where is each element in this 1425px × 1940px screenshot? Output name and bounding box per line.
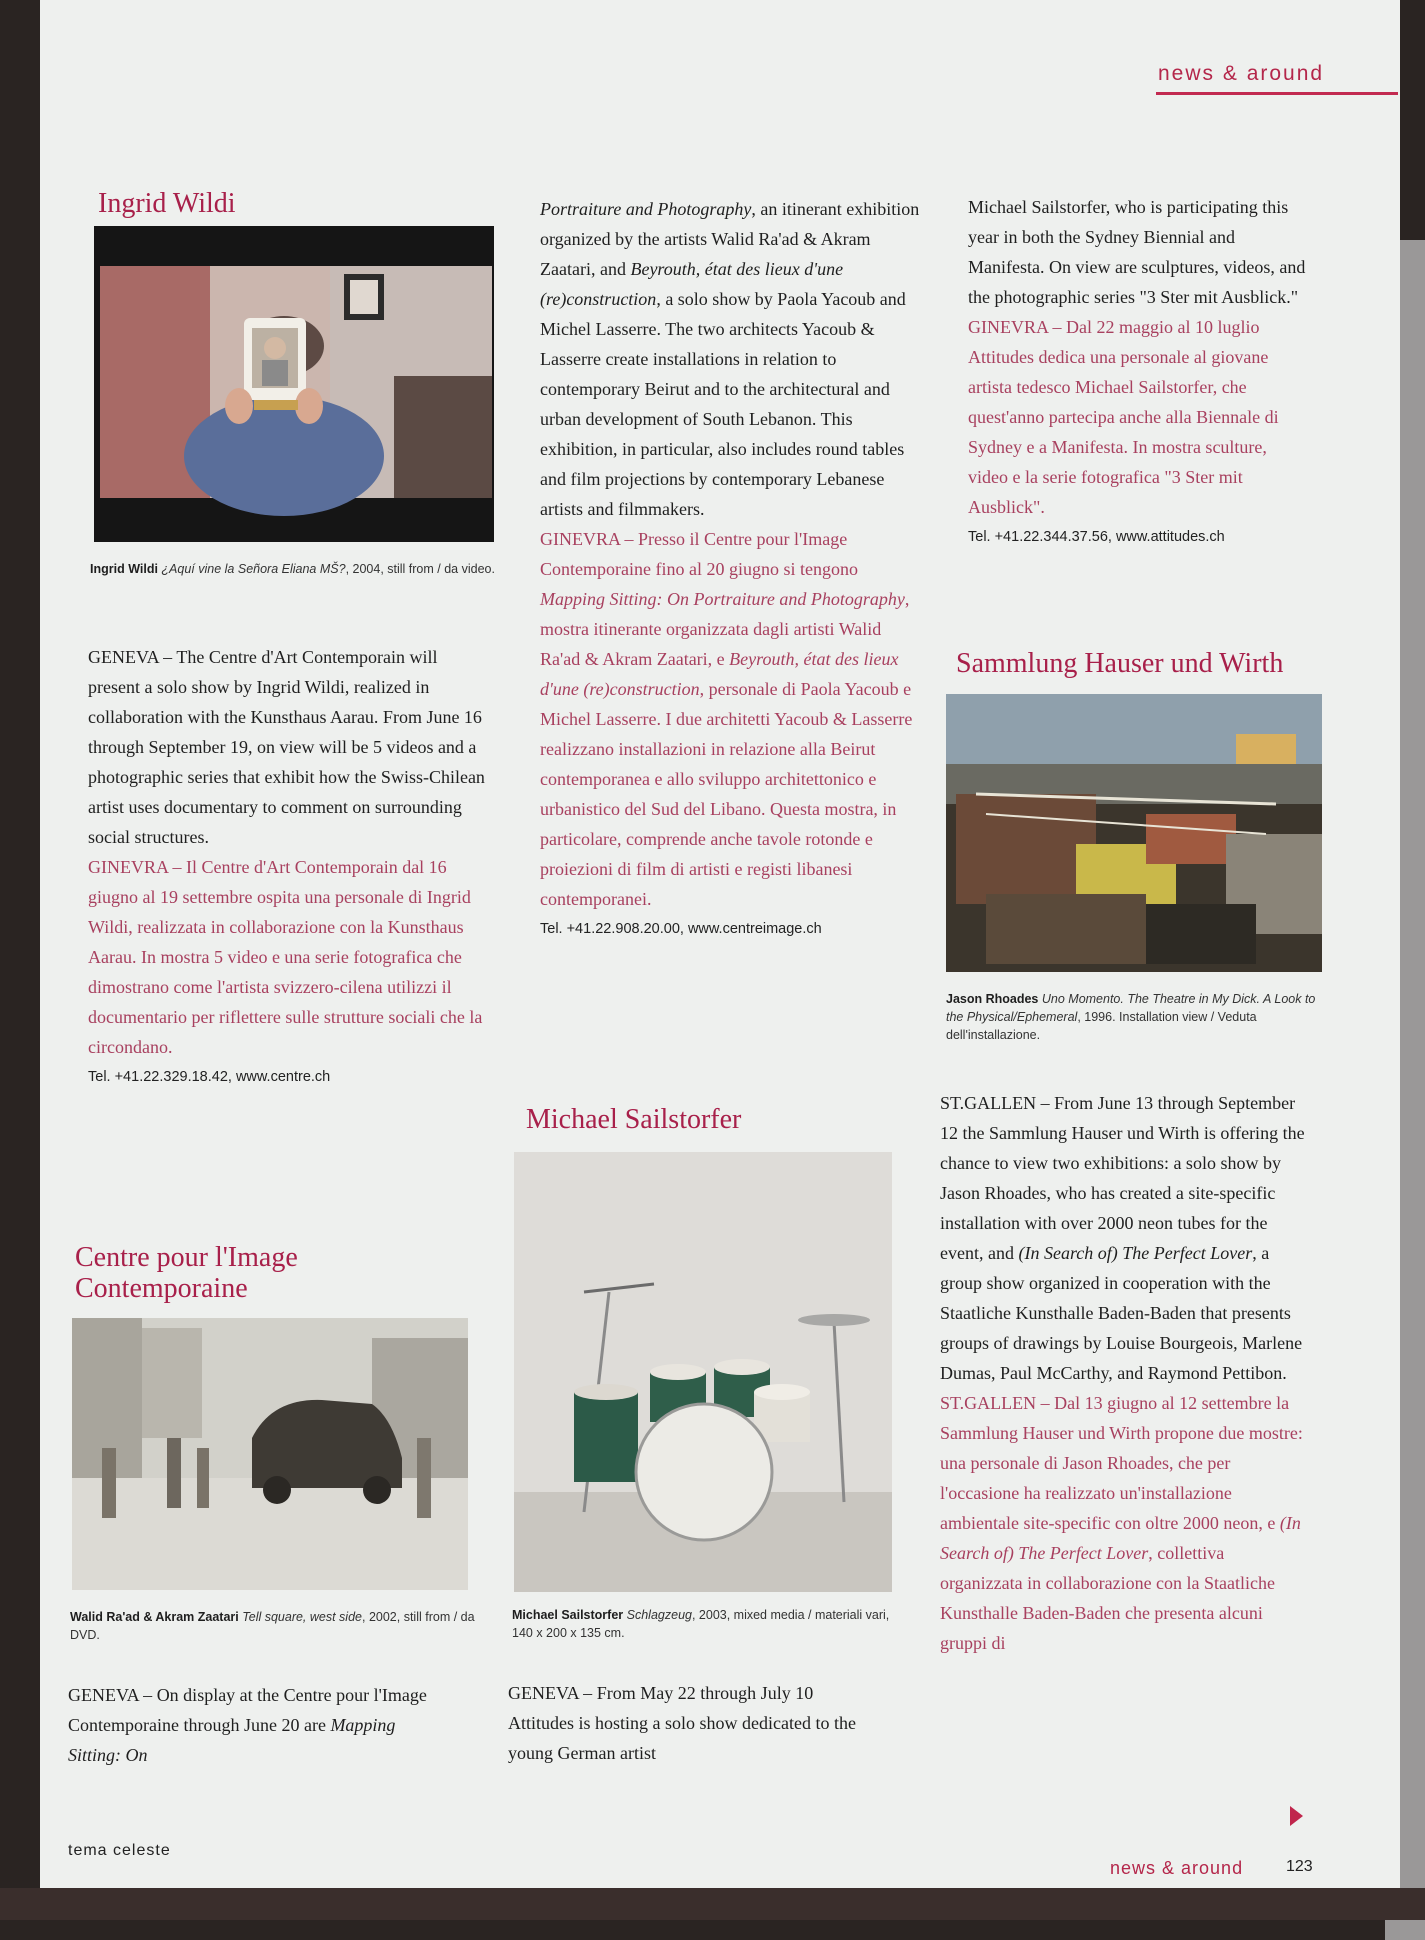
sailstorfer-english-cont: Michael Sailstorfer, who is participating this year in both the Sydney Biennial and Manifesta. On view are sculptures, videos, and the photographic series "3 Ster mit Ausblick." [968, 197, 1306, 307]
caption-info: , 2002, still from / da DVD. [70, 1610, 475, 1642]
hauser-italian [940, 1388, 1310, 1658]
hauser-en-text-a: From June 13 through September 12 the Sammlung Hauser und Wirth is offering the chance to view two exhibitions: a solo show by Jason Rhoades, who has created a site-specific installation with over 2000 neon tubes for the event, and [940, 1093, 1305, 1263]
centre-image-contact: Tel. +41.22.908.20.00, www.centreimage.ch [540, 921, 822, 937]
centre-en-title-end: Portraiture and Photography [540, 199, 752, 219]
centre-it-text-c: , personale di Paola Yacoub e Michel Lasserre. I due architetti Yacoub & Lasserre realizzano installazioni in relazione alla Beirut contemporanea e allo sviluppo architettonico e urbanistico del Sud del Libano. Questa mostra, in particolare, comprende anche tavole rotonde e proiezioni di film di artisti e registi libanesi contemporanei. [540, 679, 913, 909]
centre-en-text-b: , an itinerant exhibition organized by the artists Walid Ra'ad & Akram Zaatari, and [540, 199, 920, 279]
magazine-name: tema celeste [68, 1842, 171, 1859]
sailstorfer-en-text-a: From May 22 through July 10 Attitudes is hosting a solo show dedicated to the young German artist [508, 1683, 856, 1763]
article-sailstorfer-part2 [968, 192, 1308, 552]
footer-section-tag: news & around [1110, 1858, 1244, 1878]
wildi-en-text: The Centre d'Art Contemporain will present a solo show by Ingrid Wildi, realized in collaboration with the Kunsthaus Aarau. From June 16 through September 19, on view will be 5 videos and a photographic series that exhibit how the Swiss-Chilean artist uses documentary to comment on surrounding social structures. [88, 647, 485, 847]
centre-image-italian [540, 524, 920, 914]
photo-raad-zaatari-image [72, 1318, 468, 1590]
caption-info: , 1996. Installation view / Veduta dell'installazione. [946, 1010, 1257, 1042]
photo-sailstorfer-image [514, 1152, 892, 1592]
sailstorfer-it-text: Dal 22 maggio al 10 luglio Attitudes dedica una personale al giovane artista tedesco Michael Sailstorfer, che quest'anno partecipa anche alla Biennale di Sydney e a Manifesta. In mostra sculture, video e la serie fotografica "3 Ster mit Ausblick". [968, 317, 1279, 517]
photo-ingrid-wildi [94, 226, 494, 542]
hauser-it-text-b: , collettiva organizzata in collaborazione con la Staatliche Kunsthalle Baden-Baden che presenta alcuni gruppi di [940, 1543, 1276, 1653]
caption-raad-zaatari [70, 1608, 480, 1644]
article-ingrid-wildi [88, 642, 488, 1092]
centre-image-english-start [68, 1680, 438, 1770]
sailstorfer-it-location: GINEVRA – [968, 317, 1066, 337]
hauser-en-text-b: , a group show organized in cooperation with the Staatliche Kunsthalle Baden-Baden that presents groups of drawings by Louise Bourgeois, Marlene Dumas, Paul McCarthy, and Raymond Pettibon. [940, 1243, 1303, 1383]
caption-artist: Michael Sailstorfer [512, 1608, 624, 1622]
caption-ingrid-wildi [90, 560, 500, 578]
centre-image-english-cont [540, 194, 920, 524]
wildi-it-location: GINEVRA – [88, 857, 186, 877]
centre-en-title-start: Mapping Sitting: On [68, 1715, 396, 1765]
sailstorfer-contact: Tel. +41.22.344.37.56, www.attitudes.ch [968, 529, 1225, 545]
centre-it-title2: Beyrouth, état des lieux d'une (re)construction [540, 649, 899, 699]
centre-it-text-a: Presso il Centre pour l'Image Contemporaine fino al 20 giugno si tengono [540, 529, 858, 579]
hauser-it-title: (In Search of) The Perfect Lover [940, 1513, 1301, 1563]
caption-artist: Walid Ra'ad & Akram Zaatari [70, 1610, 239, 1624]
bottom-edge [0, 1888, 1425, 1920]
heading-michael-sailstorfer: Michael Sailstorfer [526, 1104, 742, 1135]
article-centre-image-part2 [540, 194, 920, 944]
continue-arrow-icon [1290, 1806, 1303, 1826]
centre-en-title2: Beyrouth, état des lieux d'une (re)construction [540, 259, 844, 309]
heading-sammlung-hauser: Sammlung Hauser und Wirth [956, 648, 1284, 679]
centre-it-text-b: , mostra itinerante organizzata dagli artisti Walid Ra'ad & Akram Zaatari, e [540, 589, 910, 669]
hauser-en-location: ST.GALLEN – [940, 1093, 1055, 1113]
heading-centre-image [75, 1242, 298, 1304]
centre-en-location: GENEVA – [68, 1685, 157, 1705]
caption-title: ¿Aquí vine la Señora Eliana MŠ? [161, 562, 346, 576]
centre-it-location: GINEVRA – [540, 529, 638, 549]
wildi-it-text: Il Centre d'Art Contemporain dal 16 giugno al 19 settembre ospita una personale di Ingrid Wildi, realizzata in collaborazione con la Kunsthaus Aarau. In mostra 5 video e una serie fotografica che dimostrano come l'artista svizzero-cilena utilizzi il documentario per riflettere sulle strutture sociali che la circondano. [88, 857, 483, 1057]
hauser-it-text-a: Dal 13 giugno al 12 settembre la Sammlung Hauser und Wirth propone due mostre: una personale di Jason Rhoades, che per l'occasione ha realizzato un'installazione ambientale site-specific con oltre 2000 neon, e [940, 1393, 1303, 1533]
hauser-it-location: ST.GALLEN – [940, 1393, 1055, 1413]
photo-jason-rhoades-image [946, 694, 1322, 972]
sailstorfer-en-location: GENEVA – [508, 1683, 597, 1703]
section-tag: news & around [1158, 62, 1325, 85]
heading-centre-image-line1: Centre pour l'Image [75, 1242, 298, 1273]
wildi-english [88, 642, 488, 852]
wildi-en-location: GENEVA – [88, 647, 177, 667]
header-rule [1156, 92, 1398, 95]
heading-centre-image-line2: Contemporaine [75, 1273, 248, 1304]
wildi-contact: Tel. +41.22.329.18.42, www.centre.ch [88, 1069, 331, 1085]
caption-artist: Ingrid Wildi [90, 562, 158, 576]
photo-raad-zaatari [72, 1318, 468, 1590]
caption-jason-rhoades [946, 990, 1326, 1044]
wildi-italian [88, 852, 488, 1062]
photo-jason-rhoades [946, 694, 1322, 972]
photo-sailstorfer [514, 1152, 892, 1592]
centre-en-text-c: , a solo show by Paola Yacoub and Michel Lasserre. The two architects Yacoub & Lasserre create installations in relation to contemporary Beirut and to the architectural and urban development of South Lebanon. This exhibition, in particular, also includes round tables and film projections by contemporary Lebanese artists and filmmakers. [540, 289, 906, 519]
hauser-english [940, 1088, 1310, 1388]
article-sammlung-hauser [940, 1088, 1310, 1658]
caption-artist: Jason Rhoades [946, 992, 1039, 1006]
centre-en-text-a: On display at the Centre pour l'Image Contemporaine through June 20 are [68, 1685, 427, 1735]
hauser-en-title: (In Search of) The Perfect Lover [1018, 1243, 1253, 1263]
photo-ingrid-wildi-image [94, 226, 494, 542]
page-number: 123 [1286, 1858, 1313, 1875]
caption-title: Uno Momento. The Theatre in My Dick. A Look to the Physical/Ephemeral [946, 992, 1316, 1024]
article-centre-image-part1 [68, 1680, 438, 1770]
sailstorfer-italian [968, 312, 1308, 522]
caption-title: Tell square, west side [242, 1610, 362, 1624]
caption-info: , 2003, mixed media / materiali vari, 140 x 200 x 135 cm. [512, 1608, 890, 1640]
caption-sailstorfer [512, 1606, 892, 1642]
caption-info: , 2004, still from / da video. [345, 562, 495, 576]
article-sailstorfer-part1 [508, 1678, 878, 1768]
centre-it-title1: Mapping Sitting: On Portraiture and Photography [540, 589, 905, 609]
sailstorfer-english-start [508, 1678, 878, 1768]
caption-title: Schlagzeug [626, 1608, 692, 1622]
heading-ingrid-wildi: Ingrid Wildi [98, 188, 236, 219]
